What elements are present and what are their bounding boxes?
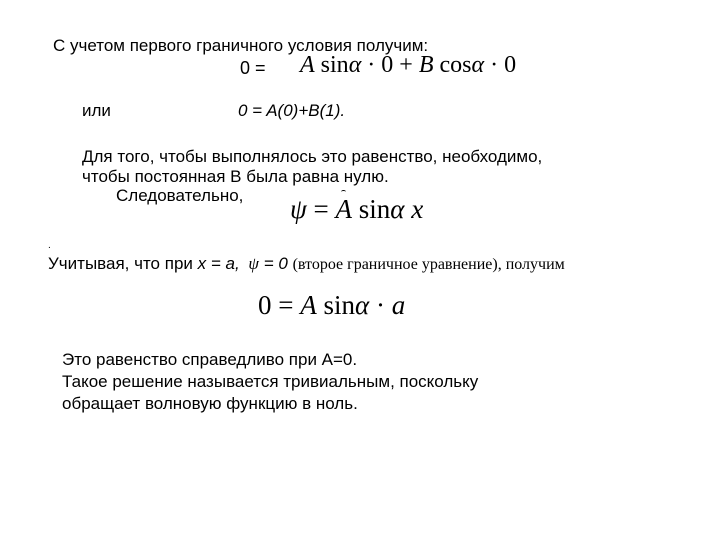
considering-paren: (второе граничное уравнение), получим: [292, 256, 565, 273]
f1-alpha-2: α: [471, 52, 485, 78]
f1-A: A: [300, 52, 315, 78]
stray-dot: .: [48, 240, 51, 251]
f2-eq: =: [313, 194, 329, 224]
conclusion-line-2: Такое решение называется тривиальным, поскольку: [62, 372, 479, 391]
f3-sin: sin: [323, 290, 355, 320]
therefore-text: Следовательно,: [116, 186, 244, 205]
condition-line-2: чтобы постоянная B была равна нулю.: [82, 167, 389, 186]
conclusion-line-3: обращает волновую функцию в ноль.: [62, 394, 358, 413]
f3-alpha: α: [355, 290, 370, 320]
considering-psi: ψ: [248, 254, 259, 273]
considering-text: Учитывая, что при: [48, 254, 193, 273]
zero-equals: 0 =: [240, 58, 266, 78]
f3-a: a: [391, 290, 406, 320]
f2-x: x: [411, 194, 424, 224]
f2-A: A: [335, 194, 353, 224]
intro-text: С учетом первого граничного условия получим:: [53, 36, 429, 55]
or-label: или: [82, 101, 111, 120]
formula-second-boundary: [258, 290, 405, 321]
f3-eq: =: [278, 290, 294, 320]
f2-alpha: α: [390, 194, 405, 224]
f1-B: B: [418, 52, 434, 78]
f3-A: A: [300, 290, 317, 320]
formula-boundary-1: [300, 52, 516, 79]
f3-dot: ·: [375, 290, 385, 320]
f1-alpha: α: [348, 52, 362, 78]
considering-x: x = a,: [197, 254, 240, 273]
f1-sin: sin: [320, 52, 349, 78]
f1-cos: cos: [439, 52, 472, 78]
f1-end: · 0: [490, 52, 517, 78]
conclusion-line-1: Это равенство справедливо при A=0.: [62, 350, 358, 369]
equation-a-b: 0 = A(0)+B(1).: [238, 101, 346, 120]
f2-sin: sin: [358, 194, 391, 224]
f2-psi: ψ: [290, 194, 307, 224]
considering-line: [48, 254, 565, 275]
f1-rest: · 0 +: [367, 52, 413, 78]
f3-zero: 0: [258, 290, 272, 320]
formula-psi-solution: [290, 194, 423, 225]
condition-line-1: Для того, чтобы выполнялось это равенство, необходимо,: [82, 147, 543, 166]
considering-eq0: = 0: [263, 254, 288, 273]
